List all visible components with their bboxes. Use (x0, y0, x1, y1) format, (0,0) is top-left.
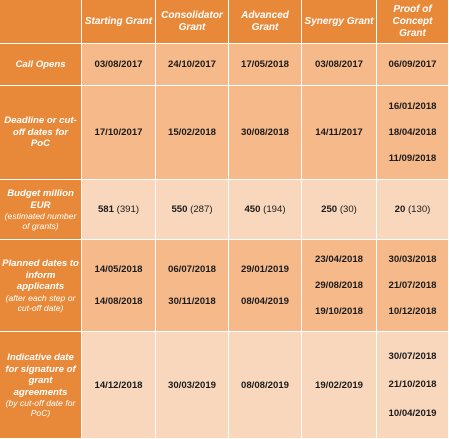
date-value: 18/04/2018 (388, 126, 437, 138)
cell-planned-starting (82, 240, 156, 332)
row-label: Budget million EUR (7, 188, 74, 211)
row-label: Indicative date for signature of grant agreements (5, 352, 76, 398)
header-corner (0, 0, 82, 44)
cell-call-opens-consolidator: 24/10/2017 (156, 44, 229, 86)
date-value: 10/12/2018 (388, 306, 437, 318)
col-header-advanced-grant: Advanced Grant (229, 0, 302, 44)
date-value: 29/08/2018 (314, 279, 363, 291)
date-value: 23/04/2018 (314, 253, 363, 265)
date-value: 11/09/2018 (388, 152, 437, 164)
grant-count: (194) (263, 204, 286, 215)
date-value: 30/07/2018 (388, 350, 437, 362)
budget-value: 581 (97, 204, 114, 215)
grant-count: (30) (339, 204, 357, 215)
date-value: 19/10/2018 (314, 306, 363, 318)
row-header-budget (0, 180, 82, 240)
cell-planned-poc (377, 240, 449, 332)
cell-budget-consolidator (156, 180, 229, 240)
row-header-planned-dates (0, 240, 82, 332)
cell-call-opens-advanced: 17/05/2018 (229, 44, 302, 86)
cell-planned-synergy (302, 240, 377, 332)
cell-deadline-synergy: 14/11/2017 (302, 86, 377, 180)
row-sublabel: (estimated number of grants) (4, 211, 77, 231)
cell-signature-poc (377, 332, 449, 439)
date-value: 30/11/2018 (168, 295, 216, 307)
date-value: 16/01/2018 (388, 101, 437, 113)
date-value: 10/04/2019 (388, 408, 437, 420)
cell-planned-consolidator (156, 240, 229, 332)
grant-count: (287) (190, 204, 213, 215)
col-header-starting-grant: Starting Grant (82, 0, 156, 44)
date-value: 21/07/2018 (388, 279, 437, 291)
row-label: Call Opens (15, 58, 66, 70)
cell-budget-poc (377, 180, 449, 240)
cell-budget-synergy (302, 180, 377, 240)
cell-deadline-advanced: 30/08/2018 (229, 86, 302, 180)
cell-budget-advanced (229, 180, 302, 240)
col-header-synergy-grant: Synergy Grant (302, 0, 377, 44)
cell-signature-consolidator: 30/03/2019 (156, 332, 229, 439)
date-value: 06/07/2018 (167, 264, 216, 276)
row-sublabel: (after each step or cut-off date) (5, 292, 76, 313)
cell-signature-advanced: 08/08/2019 (229, 332, 302, 439)
grant-count: (391) (116, 204, 140, 215)
cell-deadline-consolidator: 15/02/2018 (156, 86, 229, 180)
budget-value: 20 (394, 204, 406, 215)
cell-planned-advanced (229, 240, 302, 332)
grant-count: (130) (407, 204, 431, 215)
date-value: 14/05/2018 (94, 264, 143, 276)
cell-call-opens-starting: 03/08/2017 (82, 44, 156, 86)
cell-budget-starting (82, 180, 156, 240)
budget-value: 450 (244, 204, 261, 215)
date-value: 30/03/2018 (388, 253, 437, 265)
date-value: 14/08/2018 (94, 295, 143, 307)
date-value: 29/01/2019 (240, 264, 289, 276)
date-value: 21/10/2018 (388, 379, 437, 391)
col-header-poc-grant: Proof of Concept Grant (377, 0, 449, 44)
row-header-signature (0, 332, 82, 439)
col-header-consolidator-grant: Consolidator Grant (156, 0, 229, 44)
cell-call-opens-poc: 06/09/2017 (377, 44, 449, 86)
row-label: Planned dates to inform applicants (2, 258, 79, 293)
cell-deadline-poc (377, 86, 449, 180)
budget-value: 550 (171, 204, 188, 215)
cell-deadline-starting: 17/10/2017 (82, 86, 156, 180)
row-header-deadline (0, 86, 82, 180)
cell-call-opens-synergy: 03/08/2017 (302, 44, 377, 86)
row-header-call-opens (0, 44, 82, 86)
row-sublabel: (by cut-off date for PoC) (5, 398, 76, 418)
row-label: Deadline or cut-off dates for PoC (4, 115, 77, 150)
budget-value: 250 (321, 204, 338, 215)
date-value: 08/04/2019 (240, 295, 289, 307)
cell-signature-starting: 14/12/2018 (82, 332, 156, 439)
cell-signature-synergy: 19/02/2019 (302, 332, 377, 439)
